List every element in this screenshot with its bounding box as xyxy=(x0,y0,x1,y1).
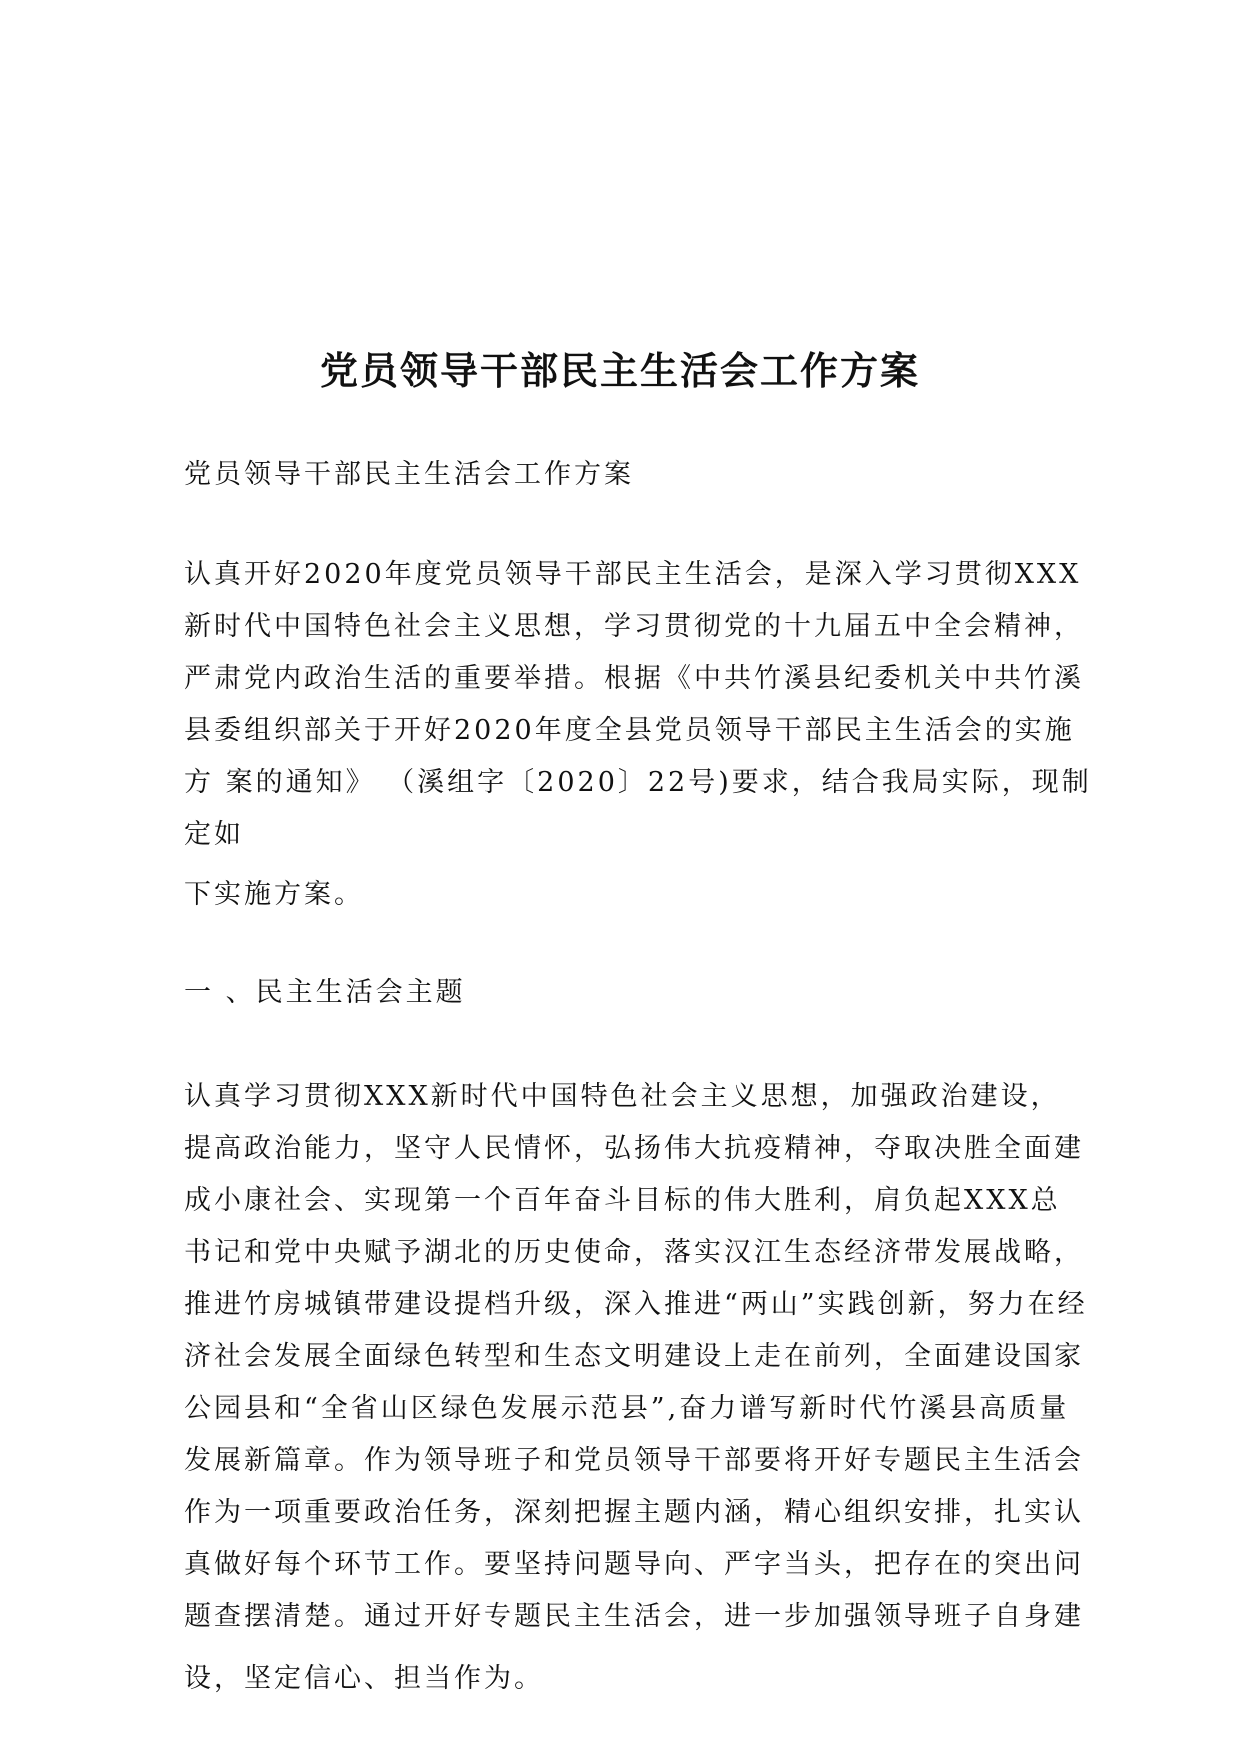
body-line-10: 真做好每个环节工作。要坚持问题导向、严字当头，把存在的突出问 xyxy=(184,1549,1084,1580)
body-line-2: 提高政治能力，坚守人民情怀，弘扬伟大抗疫精神，夺取决胜全面建 xyxy=(184,1133,1084,1164)
document-title: 党员领导干部民主生活会工作方案 xyxy=(319,348,920,393)
body-line-4: 书记和党中央赋予湖北的历史使命，落实汉江生态经济带发展战略， xyxy=(184,1237,1084,1268)
intro-line-5: 方 案的通知》 （溪组字〔2020〕22号)要求，结合我局实际，现制 xyxy=(184,767,1092,798)
document-subtitle: 党员领导干部民主生活会工作方案 xyxy=(184,459,634,490)
body-line-9: 作为一项重要政治任务，深刻把握主题内涵，精心组织安排，扎实认 xyxy=(184,1497,1084,1528)
body-line-3: 成小康社会、实现第一个百年奋斗目标的伟大胜利，肩负起XXX总 xyxy=(184,1185,1061,1216)
body-line-7: 公园县和“全省山区绿色发展示范县”,奋力谱写新时代竹溪县高质量 xyxy=(184,1393,1070,1424)
intro-line-4: 县委组织部关于开好2020年度全县党员领导干部民主生活会的实施 xyxy=(184,715,1075,746)
intro-line-2: 新时代中国特色社会主义思想，学习贯彻党的十九届五中全会精神， xyxy=(184,611,1084,642)
section-heading: 一 、民主生活会主题 xyxy=(184,977,466,1008)
intro-line-6: 定如 xyxy=(184,819,244,850)
body-line-11: 题查摆清楚。通过开好专题民主生活会，进一步加强领导班子自身建 xyxy=(184,1601,1084,1632)
body-line-6: 济社会发展全面绿色转型和生态文明建设上走在前列，全面建设国家 xyxy=(184,1341,1084,1372)
body-line-1: 认真学习贯彻XXX新时代中国特色社会主义思想，加强政治建设， xyxy=(184,1081,1061,1112)
body-line-5: 推进竹房城镇带建设提档升级，深入推进“两山”实践创新，努力在经 xyxy=(184,1289,1088,1320)
intro-line-7: 下实施方案。 xyxy=(184,879,364,910)
body-line-12: 设，坚定信心、担当作为。 xyxy=(184,1663,544,1694)
intro-line-1: 认真开好2020年度党员领导干部民主生活会，是深入学习贯彻XXX xyxy=(184,559,1082,590)
body-line-8: 发展新篇章。作为领导班子和党员领导干部要将开好专题民主生活会 xyxy=(184,1445,1084,1476)
intro-line-3: 严肃党内政治生活的重要举措。根据《中共竹溪县纪委机关中共竹溪 xyxy=(184,663,1084,694)
